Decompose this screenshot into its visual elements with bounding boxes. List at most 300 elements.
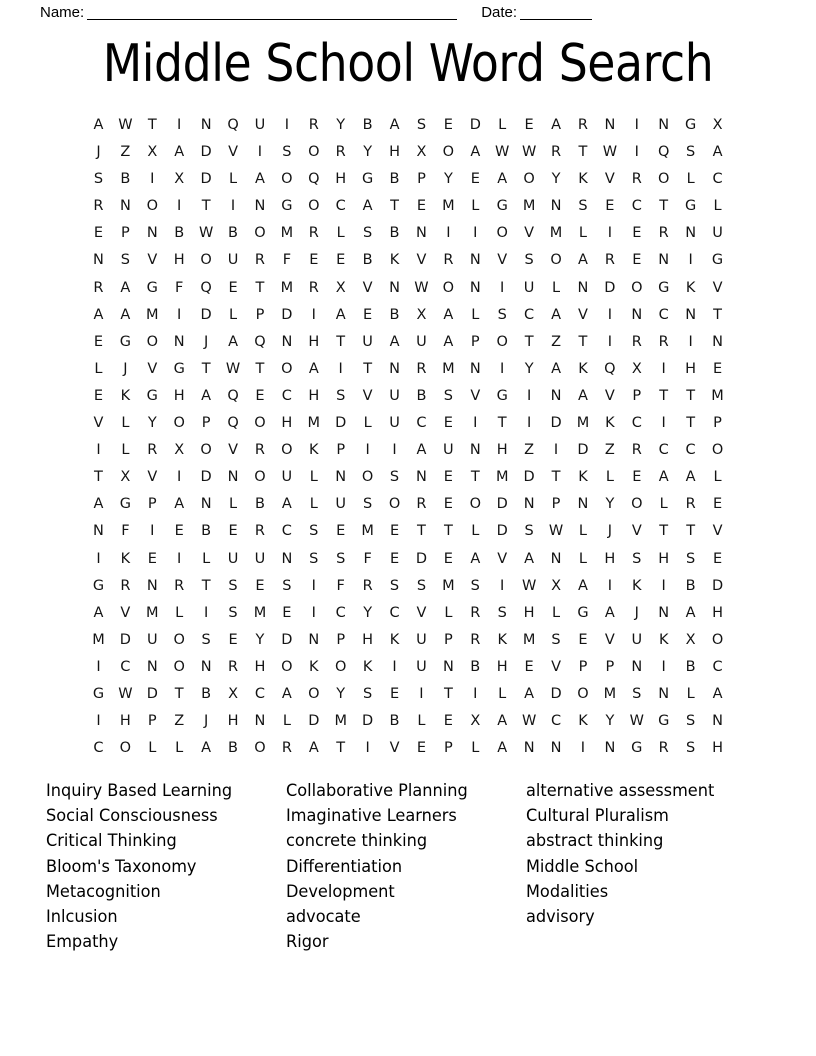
grid-letter[interactable]: N bbox=[119, 198, 131, 215]
grid-letter[interactable]: B bbox=[389, 306, 400, 323]
grid-letter[interactable]: V bbox=[604, 171, 615, 188]
grid-letter[interactable]: I bbox=[661, 577, 666, 594]
grid-letter[interactable]: W bbox=[118, 685, 133, 702]
grid-letter[interactable]: K bbox=[309, 442, 319, 459]
grid-letter[interactable]: T bbox=[497, 415, 507, 432]
grid-letter[interactable]: N bbox=[658, 685, 670, 702]
grid-letter[interactable]: S bbox=[686, 740, 696, 757]
grid-letter[interactable]: H bbox=[712, 604, 723, 621]
grid-letter[interactable]: N bbox=[93, 523, 104, 540]
grid-letter[interactable]: A bbox=[335, 306, 346, 323]
grid-letter[interactable]: A bbox=[524, 550, 535, 567]
grid-letter[interactable]: A bbox=[524, 685, 535, 702]
grid-letter[interactable]: A bbox=[685, 604, 696, 621]
grid-letter[interactable]: V bbox=[120, 604, 131, 621]
grid-letter[interactable]: Y bbox=[551, 171, 561, 188]
word-list-item[interactable]: Bloom's Taxonomy bbox=[46, 856, 197, 877]
grid-letter[interactable]: W bbox=[548, 523, 564, 540]
grid-letter[interactable]: S bbox=[686, 144, 696, 161]
word-list-item[interactable]: concrete thinking bbox=[286, 831, 428, 852]
grid-letter[interactable]: V bbox=[147, 252, 158, 269]
grid-letter[interactable]: P bbox=[551, 496, 561, 513]
grid-letter[interactable]: G bbox=[684, 117, 697, 133]
grid-letter[interactable]: G bbox=[631, 740, 643, 757]
grid-letter[interactable]: I bbox=[150, 171, 155, 188]
grid-letter[interactable]: E bbox=[228, 523, 238, 540]
grid-letter[interactable]: E bbox=[632, 469, 642, 486]
grid-letter[interactable]: O bbox=[254, 415, 266, 432]
grid-letter[interactable]: A bbox=[281, 496, 292, 513]
grid-letter[interactable]: N bbox=[146, 577, 158, 594]
grid-letter[interactable]: D bbox=[362, 713, 374, 730]
grid-letter[interactable]: P bbox=[443, 631, 453, 648]
grid-letter[interactable]: E bbox=[578, 631, 588, 648]
grid-letter[interactable]: L bbox=[228, 496, 238, 513]
grid-letter[interactable]: E bbox=[632, 252, 642, 269]
grid-letter[interactable]: A bbox=[712, 144, 723, 161]
grid-letter[interactable]: I bbox=[607, 225, 612, 242]
grid-letter[interactable]: B bbox=[228, 225, 238, 242]
grid-letter[interactable]: N bbox=[254, 713, 266, 730]
grid-letter[interactable]: I bbox=[311, 306, 316, 323]
grid-letter[interactable]: E bbox=[228, 631, 238, 648]
grid-letter[interactable]: A bbox=[497, 171, 508, 188]
grid-letter[interactable]: N bbox=[658, 117, 670, 133]
grid-letter[interactable]: O bbox=[657, 171, 670, 188]
grid-letter[interactable]: A bbox=[443, 333, 454, 350]
grid-letter[interactable]: F bbox=[175, 279, 184, 296]
grid-letter[interactable]: I bbox=[607, 306, 612, 323]
grid-letter[interactable]: D bbox=[200, 144, 212, 161]
grid-letter[interactable]: V bbox=[147, 469, 158, 486]
grid-letter[interactable]: I bbox=[473, 685, 478, 702]
grid-letter[interactable]: L bbox=[713, 469, 722, 486]
grid-letter[interactable]: C bbox=[550, 713, 562, 730]
grid-letter[interactable]: E bbox=[389, 550, 400, 567]
grid-letter[interactable]: X bbox=[685, 631, 696, 648]
grid-letter[interactable]: I bbox=[311, 604, 316, 621]
grid-letter[interactable]: K bbox=[578, 171, 588, 188]
grid-letter[interactable]: G bbox=[496, 387, 508, 404]
grid-letter[interactable]: N bbox=[227, 469, 239, 486]
grid-letter[interactable]: R bbox=[631, 333, 642, 350]
grid-letter[interactable]: A bbox=[201, 387, 212, 404]
grid-letter[interactable]: C bbox=[254, 685, 265, 702]
grid-letter[interactable]: I bbox=[96, 658, 101, 675]
grid-letter[interactable]: A bbox=[497, 713, 508, 730]
grid-letter[interactable]: R bbox=[254, 523, 265, 540]
grid-letter[interactable]: T bbox=[363, 360, 373, 377]
grid-letter[interactable]: A bbox=[93, 604, 104, 621]
grid-letter[interactable]: R bbox=[227, 658, 239, 675]
grid-letter[interactable]: T bbox=[686, 523, 696, 540]
grid-letter[interactable]: M bbox=[522, 631, 536, 648]
grid-letter[interactable]: P bbox=[255, 306, 265, 323]
grid-letter[interactable]: I bbox=[500, 577, 505, 594]
grid-letter[interactable]: I bbox=[311, 577, 316, 594]
grid-letter[interactable]: R bbox=[335, 144, 346, 161]
grid-letter[interactable]: Y bbox=[443, 171, 453, 188]
grid-letter[interactable]: C bbox=[120, 658, 131, 675]
grid-letter[interactable]: U bbox=[254, 550, 266, 567]
grid-letter[interactable]: R bbox=[658, 740, 669, 757]
grid-letter[interactable]: I bbox=[473, 415, 478, 432]
grid-letter[interactable]: B bbox=[201, 523, 212, 540]
grid-letter[interactable]: J bbox=[634, 604, 639, 621]
grid-letter[interactable]: P bbox=[120, 225, 130, 242]
grid-letter[interactable]: S bbox=[282, 144, 292, 161]
grid-letter[interactable]: E bbox=[712, 360, 723, 377]
grid-letter[interactable]: D bbox=[496, 496, 508, 513]
grid-letter[interactable]: I bbox=[392, 658, 397, 675]
grid-letter[interactable]: V bbox=[416, 252, 427, 269]
grid-letter[interactable]: E bbox=[363, 306, 373, 323]
grid-letter[interactable]: E bbox=[389, 685, 400, 702]
grid-letter[interactable]: H bbox=[496, 658, 508, 675]
grid-letter[interactable]: D bbox=[200, 306, 212, 323]
grid-letter[interactable]: L bbox=[228, 171, 238, 188]
grid-letter[interactable]: B bbox=[389, 225, 400, 242]
grid-letter[interactable]: K bbox=[120, 387, 131, 404]
grid-letter[interactable]: B bbox=[120, 171, 131, 188]
grid-letter[interactable]: I bbox=[419, 685, 424, 702]
grid-letter[interactable]: S bbox=[497, 306, 507, 323]
word-list-item[interactable]: Modalities bbox=[526, 881, 609, 902]
grid-letter[interactable]: S bbox=[389, 469, 400, 486]
grid-letter[interactable]: N bbox=[442, 658, 454, 675]
grid-letter[interactable]: L bbox=[363, 415, 372, 432]
grid-letter[interactable]: O bbox=[550, 252, 562, 269]
grid-letter[interactable]: S bbox=[551, 631, 561, 648]
grid-letter[interactable]: M bbox=[334, 713, 347, 730]
grid-letter[interactable]: O bbox=[631, 496, 643, 513]
grid-letter[interactable]: B bbox=[362, 117, 373, 133]
grid-letter[interactable]: O bbox=[281, 360, 293, 377]
grid-letter[interactable]: L bbox=[471, 198, 480, 215]
grid-letter[interactable]: R bbox=[470, 604, 481, 621]
grid-letter[interactable]: N bbox=[631, 306, 643, 323]
grid-letter[interactable]: V bbox=[228, 442, 238, 459]
grid-letter[interactable]: U bbox=[281, 469, 293, 486]
grid-letter[interactable]: N bbox=[200, 117, 212, 133]
grid-letter[interactable]: R bbox=[470, 631, 481, 648]
grid-letter[interactable]: U bbox=[416, 658, 427, 675]
grid-letter[interactable]: N bbox=[658, 604, 670, 621]
grid-letter[interactable]: U bbox=[227, 252, 239, 269]
word-list-item[interactable]: Inlcusion bbox=[46, 907, 118, 928]
grid-letter[interactable]: E bbox=[605, 198, 615, 215]
grid-letter[interactable]: V bbox=[712, 279, 723, 296]
grid-letter[interactable]: T bbox=[443, 685, 453, 702]
grid-letter[interactable]: V bbox=[362, 387, 373, 404]
grid-letter[interactable]: L bbox=[309, 496, 318, 513]
grid-letter[interactable]: S bbox=[524, 252, 534, 269]
grid-letter[interactable]: I bbox=[257, 144, 263, 161]
grid-letter[interactable]: D bbox=[308, 713, 320, 730]
grid-letter[interactable]: C bbox=[712, 171, 723, 188]
grid-letter[interactable]: A bbox=[712, 685, 723, 702]
word-list-item[interactable]: Critical Thinking bbox=[46, 831, 177, 852]
grid-letter[interactable]: A bbox=[120, 279, 131, 296]
grid-letter[interactable]: S bbox=[389, 577, 400, 594]
name-write-in-line[interactable] bbox=[87, 6, 457, 20]
grid-letter[interactable]: T bbox=[174, 685, 184, 702]
grid-letter[interactable]: S bbox=[120, 252, 130, 269]
grid-letter[interactable]: K bbox=[389, 631, 400, 648]
grid-letter[interactable]: Z bbox=[120, 144, 131, 161]
grid-letter[interactable]: A bbox=[577, 577, 588, 594]
grid-letter[interactable]: N bbox=[469, 442, 481, 459]
grid-letter[interactable]: S bbox=[686, 713, 696, 730]
grid-letter[interactable]: N bbox=[712, 333, 723, 350]
grid-letter[interactable]: D bbox=[577, 442, 589, 459]
grid-letter[interactable]: X bbox=[174, 442, 185, 459]
grid-letter[interactable]: T bbox=[524, 333, 534, 350]
grid-letter[interactable]: N bbox=[254, 198, 266, 215]
grid-letter[interactable]: C bbox=[389, 604, 400, 621]
grid-letter[interactable]: C bbox=[93, 740, 104, 757]
grid-letter[interactable]: D bbox=[496, 523, 508, 540]
grid-letter[interactable]: S bbox=[228, 604, 238, 621]
grid-letter[interactable]: G bbox=[684, 198, 697, 215]
grid-letter[interactable]: G bbox=[658, 713, 670, 730]
grid-letter[interactable]: J bbox=[203, 713, 209, 730]
grid-letter[interactable]: I bbox=[203, 604, 209, 621]
grid-letter[interactable]: I bbox=[177, 469, 182, 486]
grid-letter[interactable]: T bbox=[417, 523, 426, 540]
grid-letter[interactable]: S bbox=[336, 550, 346, 567]
grid-letter[interactable]: E bbox=[632, 225, 642, 242]
grid-letter[interactable]: U bbox=[712, 225, 723, 242]
grid-letter[interactable]: P bbox=[578, 658, 588, 675]
grid-letter[interactable]: N bbox=[712, 713, 723, 730]
grid-letter[interactable]: H bbox=[308, 333, 320, 350]
grid-letter[interactable]: E bbox=[174, 523, 184, 540]
grid-letter[interactable]: C bbox=[658, 442, 669, 459]
grid-letter[interactable]: H bbox=[254, 658, 266, 675]
grid-letter[interactable]: P bbox=[605, 658, 615, 675]
grid-letter[interactable]: L bbox=[417, 713, 426, 730]
grid-letter[interactable]: X bbox=[228, 685, 238, 702]
grid-letter[interactable]: K bbox=[362, 658, 373, 675]
grid-letter[interactable]: H bbox=[712, 740, 723, 757]
grid-letter[interactable]: C bbox=[658, 306, 669, 323]
grid-letter[interactable]: M bbox=[576, 415, 590, 432]
grid-letter[interactable]: M bbox=[253, 604, 267, 621]
grid-letter[interactable]: I bbox=[688, 333, 693, 350]
grid-letter[interactable]: L bbox=[121, 415, 130, 432]
grid-letter[interactable]: L bbox=[444, 604, 453, 621]
grid-letter[interactable]: V bbox=[577, 306, 588, 323]
grid-letter[interactable]: N bbox=[335, 469, 347, 486]
grid-letter[interactable]: D bbox=[469, 117, 481, 133]
grid-letter[interactable]: D bbox=[281, 631, 293, 648]
word-list-item[interactable]: Cultural Pluralism bbox=[526, 806, 669, 827]
grid-letter[interactable]: L bbox=[336, 225, 345, 242]
grid-letter[interactable]: S bbox=[201, 631, 211, 648]
grid-letter[interactable]: O bbox=[281, 171, 293, 188]
grid-letter[interactable]: V bbox=[712, 523, 723, 540]
grid-letter[interactable]: N bbox=[173, 333, 185, 350]
grid-letter[interactable]: L bbox=[659, 496, 668, 513]
grid-letter[interactable]: U bbox=[389, 387, 400, 404]
grid-letter[interactable]: H bbox=[173, 387, 185, 404]
grid-letter[interactable]: M bbox=[361, 523, 374, 540]
grid-letter[interactable]: A bbox=[308, 740, 319, 757]
grid-letter[interactable]: P bbox=[713, 415, 722, 432]
grid-letter[interactable]: I bbox=[177, 550, 182, 567]
grid-letter[interactable]: R bbox=[254, 252, 265, 269]
grid-letter[interactable]: R bbox=[308, 117, 319, 133]
grid-letter[interactable]: U bbox=[254, 117, 266, 133]
grid-letter[interactable]: V bbox=[147, 360, 158, 377]
grid-letter[interactable]: S bbox=[524, 523, 534, 540]
grid-letter[interactable]: U bbox=[227, 550, 239, 567]
grid-letter[interactable]: E bbox=[443, 117, 453, 133]
grid-letter[interactable]: I bbox=[177, 117, 182, 133]
grid-letter[interactable]: H bbox=[523, 604, 535, 621]
grid-letter[interactable]: U bbox=[416, 631, 427, 648]
grid-letter[interactable]: I bbox=[473, 225, 478, 242]
grid-letter[interactable]: P bbox=[443, 740, 453, 757]
grid-letter[interactable]: O bbox=[308, 685, 320, 702]
word-list-item[interactable]: alternative assessment bbox=[526, 781, 715, 801]
grid-letter[interactable]: K bbox=[120, 550, 131, 567]
grid-letter[interactable]: R bbox=[550, 144, 562, 161]
grid-letter[interactable]: A bbox=[120, 306, 131, 323]
grid-letter[interactable]: I bbox=[634, 117, 639, 133]
grid-letter[interactable]: Y bbox=[605, 496, 615, 513]
grid-letter[interactable]: A bbox=[362, 198, 373, 215]
grid-letter[interactable]: T bbox=[659, 523, 669, 540]
grid-letter[interactable]: N bbox=[469, 252, 481, 269]
grid-letter[interactable]: O bbox=[308, 144, 320, 161]
grid-letter[interactable]: T bbox=[94, 469, 103, 486]
grid-letter[interactable]: E bbox=[93, 387, 104, 404]
grid-letter[interactable]: N bbox=[416, 469, 427, 486]
grid-letter[interactable]: T bbox=[336, 333, 346, 350]
grid-letter[interactable]: N bbox=[550, 387, 562, 404]
grid-letter[interactable]: R bbox=[685, 496, 696, 513]
grid-letter[interactable]: G bbox=[711, 252, 724, 269]
grid-letter[interactable]: W bbox=[521, 713, 537, 730]
grid-letter[interactable]: E bbox=[416, 740, 427, 757]
grid-letter[interactable]: A bbox=[685, 469, 696, 486]
word-list-item[interactable]: advocate bbox=[286, 907, 361, 928]
grid-letter[interactable]: I bbox=[96, 713, 101, 730]
grid-letter[interactable]: E bbox=[309, 252, 319, 269]
grid-letter[interactable]: Q bbox=[227, 415, 239, 432]
grid-letter[interactable]: S bbox=[443, 387, 453, 404]
grid-letter[interactable]: A bbox=[281, 685, 292, 702]
grid-letter[interactable]: L bbox=[578, 550, 587, 567]
grid-letter[interactable]: O bbox=[523, 171, 535, 188]
grid-letter[interactable]: F bbox=[121, 523, 130, 540]
grid-letter[interactable]: L bbox=[94, 360, 103, 377]
grid-letter[interactable]: D bbox=[200, 469, 212, 486]
grid-letter[interactable]: R bbox=[443, 252, 454, 269]
grid-letter[interactable]: G bbox=[146, 387, 158, 404]
grid-letter[interactable]: G bbox=[281, 198, 293, 215]
grid-letter[interactable]: G bbox=[496, 198, 508, 215]
grid-letter[interactable]: I bbox=[661, 658, 666, 675]
grid-letter[interactable]: J bbox=[123, 360, 128, 377]
grid-letter[interactable]: T bbox=[201, 577, 211, 594]
grid-letter[interactable]: X bbox=[470, 713, 481, 730]
grid-letter[interactable]: T bbox=[551, 469, 561, 486]
grid-letter[interactable]: C bbox=[631, 198, 642, 215]
grid-letter[interactable]: V bbox=[604, 631, 615, 648]
grid-letter[interactable]: H bbox=[362, 631, 374, 648]
grid-letter[interactable]: N bbox=[281, 550, 293, 567]
grid-letter[interactable]: X bbox=[631, 360, 642, 377]
grid-letter[interactable]: K bbox=[578, 360, 588, 377]
grid-letter[interactable]: L bbox=[578, 225, 587, 242]
grid-letter[interactable]: L bbox=[471, 523, 480, 540]
grid-letter[interactable]: M bbox=[146, 306, 159, 323]
grid-letter[interactable]: O bbox=[200, 252, 212, 269]
grid-letter[interactable]: M bbox=[711, 387, 724, 404]
grid-letter[interactable]: Q bbox=[254, 333, 266, 350]
grid-letter[interactable]: K bbox=[309, 658, 319, 675]
grid-letter[interactable]: V bbox=[497, 550, 508, 567]
grid-letter[interactable]: I bbox=[177, 306, 182, 323]
grid-letter[interactable]: E bbox=[470, 171, 480, 188]
grid-letter[interactable]: G bbox=[658, 279, 670, 296]
grid-letter[interactable]: H bbox=[335, 171, 347, 188]
grid-letter[interactable]: Z bbox=[174, 713, 185, 730]
grid-letter[interactable]: R bbox=[93, 279, 104, 296]
grid-letter[interactable]: P bbox=[147, 496, 157, 513]
grid-letter[interactable]: O bbox=[496, 333, 508, 350]
grid-letter[interactable]: J bbox=[203, 333, 209, 350]
grid-letter[interactable]: R bbox=[308, 225, 319, 242]
grid-letter[interactable]: M bbox=[307, 415, 321, 432]
grid-letter[interactable]: H bbox=[685, 360, 697, 377]
grid-letter[interactable]: G bbox=[361, 171, 374, 188]
grid-letter[interactable]: O bbox=[442, 279, 455, 296]
grid-letter[interactable]: V bbox=[604, 387, 615, 404]
grid-letter[interactable]: T bbox=[470, 469, 480, 486]
grid-letter[interactable]: C bbox=[712, 658, 723, 675]
grid-letter[interactable]: O bbox=[173, 631, 185, 648]
grid-letter[interactable]: N bbox=[389, 360, 400, 377]
grid-letter[interactable]: R bbox=[254, 442, 265, 459]
word-list-item[interactable]: Social Consciousness bbox=[46, 806, 218, 827]
grid-letter[interactable]: E bbox=[93, 333, 104, 350]
grid-letter[interactable]: I bbox=[526, 415, 532, 432]
grid-letter[interactable]: E bbox=[282, 604, 292, 621]
grid-letter[interactable]: O bbox=[308, 198, 320, 215]
grid-letter[interactable]: H bbox=[308, 387, 320, 404]
grid-letter[interactable]: I bbox=[661, 360, 666, 377]
grid-letter[interactable]: P bbox=[336, 631, 346, 648]
grid-letter[interactable]: V bbox=[416, 604, 427, 621]
grid-letter[interactable]: L bbox=[202, 550, 211, 567]
grid-letter[interactable]: E bbox=[255, 387, 265, 404]
grid-letter[interactable]: L bbox=[551, 279, 561, 296]
grid-letter[interactable]: O bbox=[146, 333, 158, 350]
grid-letter[interactable]: W bbox=[118, 117, 133, 133]
grid-letter[interactable]: N bbox=[631, 658, 643, 675]
grid-letter[interactable]: T bbox=[713, 306, 722, 323]
grid-letter[interactable]: K bbox=[389, 252, 400, 269]
grid-letter[interactable]: N bbox=[685, 306, 697, 323]
grid-letter[interactable]: P bbox=[336, 442, 346, 459]
grid-letter[interactable]: M bbox=[549, 225, 563, 242]
grid-letter[interactable]: S bbox=[632, 550, 642, 567]
grid-letter[interactable]: Y bbox=[255, 631, 265, 648]
